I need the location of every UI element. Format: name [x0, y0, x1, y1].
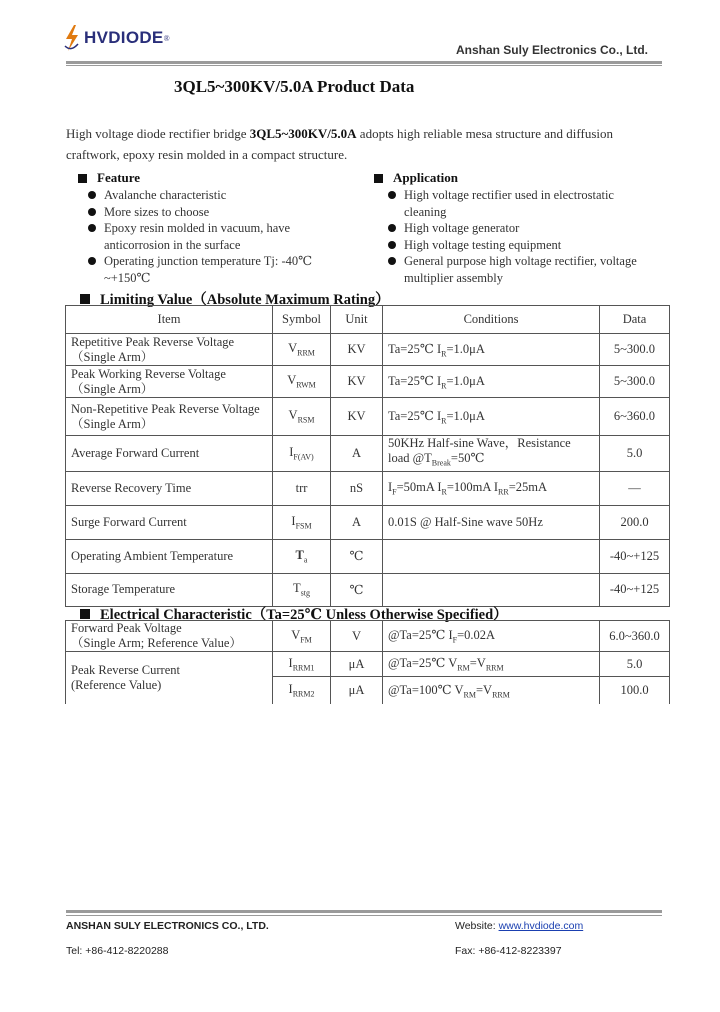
item-note: （Single Arm） [71, 381, 154, 396]
data-cell: -40~+125 [600, 539, 670, 573]
unit-cell: ℃ [331, 573, 383, 606]
condition-end: =0.02A [457, 628, 496, 643]
symbol-sub: FM [300, 635, 312, 645]
column-header: Data [600, 306, 670, 334]
symbol: V [287, 373, 297, 388]
application-item: High voltage testing equipment [384, 237, 654, 254]
condition: load @T [388, 451, 432, 465]
square-bullet-icon [374, 174, 383, 183]
conditions-cell: 0.01S @ Half-Sine wave 50Hz [383, 505, 600, 539]
symbol: T [293, 581, 301, 596]
condition: @Ta=25℃ I [388, 628, 453, 643]
item-name: Peak Reverse Current [71, 662, 180, 677]
item-cell: Surge Forward Current [66, 505, 273, 539]
item-note: （Single Arm） [71, 416, 154, 431]
header-rule-thin [66, 65, 662, 66]
feature-item: Operating junction temperature Tj: -40℃ ~+150℃ [84, 253, 324, 286]
website-label: Website: [455, 920, 499, 932]
condition: Ta=25℃ I [388, 341, 442, 356]
conditions-cell [383, 677, 600, 704]
condition-sub: R [441, 381, 447, 391]
condition-sub: F [392, 487, 397, 497]
symbol-sub: a [303, 555, 308, 565]
symbol-cell [273, 505, 331, 539]
condition-sub: R [441, 416, 447, 426]
conditions-cell [383, 436, 600, 472]
unit-cell: KV [331, 334, 383, 366]
symbol: V [291, 627, 301, 642]
item-cell: Operating Ambient Temperature [66, 539, 273, 573]
symbol-cell [273, 677, 331, 704]
item-cell [66, 621, 273, 652]
conditions-cell [383, 334, 600, 366]
data-cell: 5.0 [600, 436, 670, 472]
condition-sub: F [452, 635, 458, 645]
application-list [384, 187, 654, 287]
data-cell: 6~360.0 [600, 398, 670, 436]
item-cell: Storage Temperature [66, 573, 273, 606]
symbol-cell [273, 539, 331, 573]
symbol-sub: FSM [295, 521, 312, 531]
feature-item: Epoxy resin molded in vacuum, have anticorrosion in the surface [84, 220, 324, 253]
condition-sub: RRM [485, 663, 504, 673]
condition-sub: Break [431, 458, 451, 468]
condition-sub: R [441, 487, 447, 497]
symbol-cell [273, 652, 331, 677]
square-bullet-icon [80, 294, 90, 304]
header-company-name: Anshan Suly Electronics Co., Ltd. [455, 43, 648, 57]
table-row [66, 621, 670, 652]
conditions-cell [383, 652, 600, 677]
application-item: High voltage rectifier used in electrostatic cleaning [384, 187, 654, 220]
symbol-cell [273, 366, 331, 398]
feature-item: More sizes to choose [84, 204, 324, 221]
item-cell [66, 334, 273, 366]
item-note: （Single Arm; Reference Value） [71, 636, 242, 650]
website-link[interactable]: www.hvdiode.com [498, 920, 584, 932]
item-cell [66, 652, 273, 704]
item-name: Forward Peak Voltage [71, 621, 182, 635]
symbol-cell: trr [273, 471, 331, 505]
conditions-cell [383, 573, 600, 606]
condition-end: =25mA [508, 479, 548, 494]
unit-cell: A [331, 505, 383, 539]
condition: @Ta=25℃ V [388, 656, 458, 671]
data-cell: 5~300.0 [600, 334, 670, 366]
condition: =V [475, 682, 493, 697]
application-item: High voltage generator [384, 220, 654, 237]
column-header: Conditions [383, 306, 600, 334]
item-name: Repetitive Peak Reverse Voltage [71, 334, 235, 349]
condition-end: =50℃ [450, 451, 485, 465]
symbol: I [291, 513, 296, 528]
application-heading-text: Application [393, 170, 459, 185]
feature-heading [78, 170, 140, 186]
symbol: I [288, 655, 293, 670]
square-bullet-icon [78, 174, 87, 183]
condition: Ta=25℃ I [388, 373, 442, 388]
electrical-heading-text: Electrical Characteristic（Ta=25℃ Unless Otherwise Specified） [100, 607, 508, 623]
symbol-cell [273, 334, 331, 366]
unit-cell: KV [331, 366, 383, 398]
feature-item: Avalanche characteristic [84, 187, 324, 204]
symbol-sub: RWM [296, 380, 316, 390]
condition: =V [469, 656, 486, 671]
table-row [66, 573, 670, 606]
symbol-cell [273, 573, 331, 606]
data-cell: 200.0 [600, 505, 670, 539]
unit-cell: KV [331, 398, 383, 436]
item-name: Peak Working Reverse Voltage [71, 366, 226, 381]
company-logo [62, 24, 170, 52]
application-item: General purpose high voltage rectifier, voltage multiplier assembly [384, 253, 654, 286]
table-row [66, 505, 670, 539]
unit-cell: V [331, 621, 383, 652]
condition-sub: RM [457, 663, 470, 673]
symbol-cell [273, 398, 331, 436]
symbol-sub: RRM1 [292, 663, 315, 673]
condition-sub: RR [498, 487, 509, 497]
electrical-table [65, 620, 670, 704]
symbol-sub: RRM2 [292, 689, 315, 699]
conditions-cell [383, 621, 600, 652]
logo-registered-mark: ® [163, 33, 170, 43]
data-cell: 5.0 [600, 652, 670, 677]
condition-end: =1.0μA [446, 408, 485, 423]
condition-sub: R [441, 349, 447, 359]
item-cell: Average Forward Current [66, 436, 273, 472]
intro-paragraph [66, 123, 666, 165]
table-header-row [66, 306, 670, 334]
footer-fax: Fax: +86-412-8223397 [455, 945, 562, 957]
conditions-cell [383, 366, 600, 398]
symbol: T [295, 547, 304, 562]
unit-cell: nS [331, 471, 383, 505]
condition-sub: RM [463, 690, 476, 699]
footer-rule [66, 910, 662, 913]
conditions-cell [383, 539, 600, 573]
symbol: V [288, 408, 298, 423]
column-header: Unit [331, 306, 383, 334]
item-cell [66, 398, 273, 436]
condition: @Ta=100℃ V [388, 682, 464, 697]
data-cell: 6.0~360.0 [600, 621, 670, 652]
table-row [66, 471, 670, 505]
condition-end: =1.0μA [446, 373, 485, 388]
column-header: Item [66, 306, 273, 334]
unit-cell: μA [331, 652, 383, 677]
data-cell: — [600, 471, 670, 505]
page-title: 3QL5~300KV/5.0A Product Data [174, 77, 415, 96]
condition: Ta=25℃ I [388, 408, 442, 423]
application-heading [374, 170, 458, 186]
condition: =100mA I [446, 479, 499, 494]
symbol-sub: RRM [297, 348, 315, 358]
item-note: (Reference Value) [71, 677, 162, 692]
limiting-value-table [65, 305, 670, 607]
table-row [66, 436, 670, 472]
symbol-sub: RSM [297, 415, 315, 425]
conditions-cell [383, 398, 600, 436]
table-row [66, 398, 670, 436]
symbol: V [288, 341, 298, 356]
data-cell: -40~+125 [600, 573, 670, 606]
symbol-cell [273, 436, 331, 472]
feature-heading-text: Feature [97, 170, 141, 185]
unit-cell: A [331, 436, 383, 472]
footer-tel: Tel: +86-412-8220288 [66, 945, 169, 957]
condition-end: =1.0μA [446, 341, 485, 356]
item-name: Non-Repetitive Peak Reverse Voltage [71, 401, 260, 416]
item-cell: Reverse Recovery Time [66, 471, 273, 505]
item-note: （Single Arm） [71, 349, 154, 364]
unit-cell: ℃ [331, 539, 383, 573]
data-cell: 100.0 [600, 677, 670, 704]
table-row [66, 539, 670, 573]
symbol-sub: F(AV) [293, 452, 314, 462]
intro-text: High voltage diode rectifier bridge [66, 126, 250, 141]
symbol: I [289, 445, 294, 459]
item-cell [66, 366, 273, 398]
symbol-sub: stg [300, 588, 310, 598]
table-row [66, 652, 670, 677]
square-bullet-icon [80, 609, 90, 619]
logo-text: HVDIODE [84, 28, 164, 47]
data-cell: 5~300.0 [600, 366, 670, 398]
table-row [66, 334, 670, 366]
header-rule [66, 61, 662, 64]
feature-list [84, 187, 324, 287]
condition: I [388, 479, 393, 494]
table-row [66, 366, 670, 398]
footer-website [455, 920, 583, 932]
logo-bolt-icon [62, 24, 82, 52]
symbol: I [288, 682, 293, 696]
footer-company: ANSHAN SULY ELECTRONICS CO., LTD. [66, 920, 269, 932]
symbol-cell [273, 621, 331, 652]
condition-sub: RRM [492, 690, 510, 699]
intro-product-name: 3QL5~300KV/5.0A [249, 126, 357, 141]
condition: 50KHz Half-sine Wave，Resistance [388, 436, 571, 450]
limiting-heading-text: Limiting Value（Absolute Maximum Rating） [100, 292, 390, 308]
intro-text-end: adopts high reliable mesa structure and diffusion craftwork, epoxy resin molded in a compact structure. [66, 126, 613, 162]
column-header: Symbol [273, 306, 331, 334]
unit-cell: μA [331, 677, 383, 704]
condition: =50mA I [396, 479, 442, 494]
footer-rule-thin [66, 915, 662, 916]
conditions-cell [383, 471, 600, 505]
